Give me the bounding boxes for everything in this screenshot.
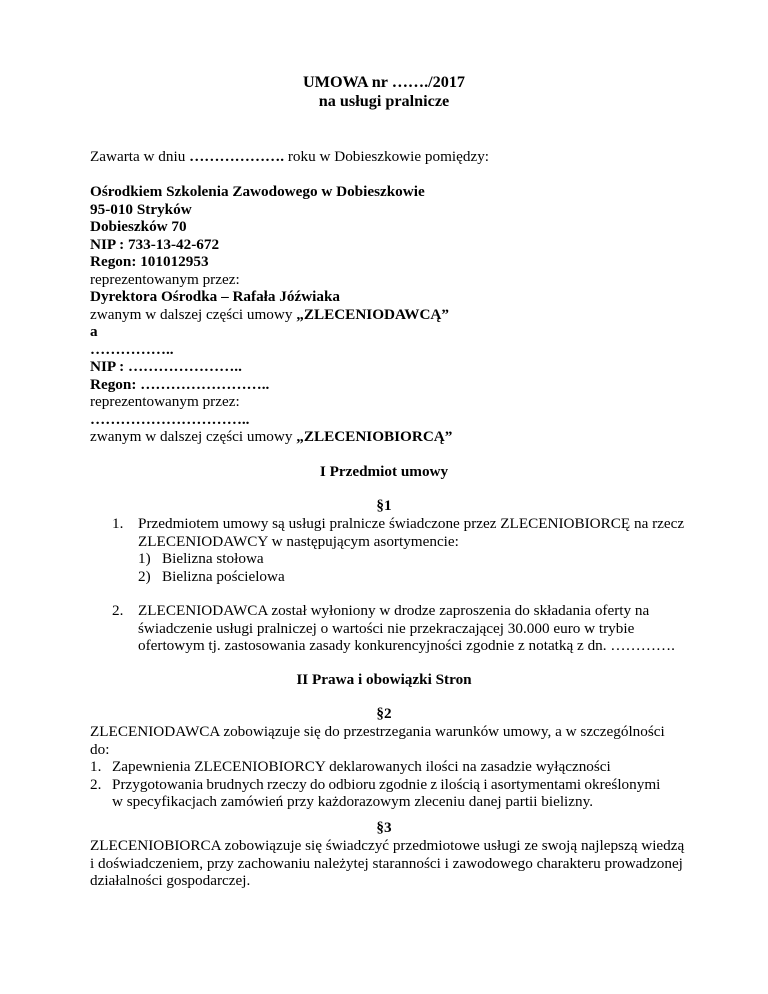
party1-called (90, 306, 449, 323)
list-item-text: Zapewnienia ZLECENIOBIORCY deklarowanych ilości na zasadzie wyłączności (112, 758, 611, 775)
paragraph3-symbol: §3 (376, 819, 392, 836)
list-number: 1. (90, 758, 102, 775)
intro-line (90, 148, 489, 165)
paragraph3-text: ZLECENIOBIORCA zobowiązuje się świadczyć przedmiotowe usługi ze swoją najlepszą wiedzą (90, 837, 685, 854)
sublist-number: 1) (138, 550, 151, 567)
list-number: 2. (112, 602, 124, 619)
list-item-text: Przygotowania brudnych rzeczy do odbioru zgodnie z ilością i asortymentami określonymi (112, 775, 661, 793)
party1-address: Dobieszków 70 (90, 218, 187, 235)
section1-heading: I Przedmiot umowy (319, 463, 449, 480)
paragraph3-text: działalności gospodarczej. (90, 872, 251, 889)
party1-regon: Regon: 101012953 (90, 253, 209, 270)
list-item-text: Przedmiotem umowy są usługi pralnicze świadczone przez ZLECENIOBIORCĘ na rzecz (138, 515, 685, 532)
sublist-number: 2) (138, 567, 151, 585)
party1-called-prefix: zwanym w dalszej części umowy (90, 305, 297, 323)
document-subtitle: na usługi pralnicze (318, 92, 450, 110)
list-item-text: ZLECENIODAWCA został wyłoniony w drodze zaproszenia do składania oferty na (138, 602, 650, 619)
list-number: 2. (90, 775, 102, 793)
party2-regon: Regon: …………………….. (90, 375, 270, 393)
party1-nip: NIP : 733-13-42-672 (90, 235, 220, 253)
paragraph1-symbol: §1 (376, 497, 392, 514)
party1-role: „ZLECENIODAWCĄ” (296, 305, 449, 323)
paragraph2-text: do: (90, 740, 110, 758)
list-number: 1. (112, 515, 124, 532)
section2-heading: II Prawa i obowiązki Stron (296, 671, 472, 688)
party2-role: „ZLECENIOBIORCĄ” (296, 428, 453, 445)
party1-represented: reprezentowanym przez: (90, 270, 240, 288)
intro-suffix: roku w Dobieszkowie pomiędzy: (284, 148, 490, 165)
paragraph2-symbol: §2 (376, 705, 392, 722)
party2-called-prefix: zwanym w dalszej części umowy (90, 428, 297, 445)
party2-represented: reprezentowanym przez: (90, 393, 240, 410)
date-placeholder: ………………. (189, 148, 285, 165)
list-item-text: ofertowym tj. zastosowania zasady konkurencyjności zgodnie z notatką z dn. …………. (138, 637, 675, 654)
paragraph2-text: ZLECENIODAWCA zobowiązuje się do przestrzegania warunków umowy, a w szczególności (90, 723, 665, 740)
paragraph3-text: i doświadczeniem, przy zachowaniu należytej staranności i zawodowego charakteru prowadzonej (90, 854, 683, 872)
party2-called (90, 428, 452, 445)
and-connector: a (90, 323, 98, 340)
document-title: UMOWA nr ……./2017 (302, 73, 466, 91)
sublist-item: Bielizna stołowa (162, 550, 264, 567)
party1-representative: Dyrektora Ośrodka – Rafała Jóźwiaka (90, 288, 341, 305)
party2-nip: NIP : ………………….. (90, 358, 242, 375)
list-item-text: świadczenie usługi pralniczej o wartości nie przekraczającej 30.000 euro w trybie (138, 619, 635, 637)
party2-representative: ………………………….. (90, 410, 250, 428)
list-item-text: w specyfikacjach zamówień przy każdorazowym zleceniu danej partii bielizny. (112, 793, 594, 810)
list-item-text: ZLECENIODAWCY w następującym asortymencie: (138, 532, 459, 550)
party1-name: Ośrodkiem Szkolenia Zawodowego w Dobieszkowie (90, 183, 425, 200)
party1-postal: 95-010 Stryków (90, 200, 192, 218)
intro-prefix: Zawarta w dniu (90, 148, 190, 165)
party2-name: …………….. (90, 340, 174, 358)
sublist-item: Bielizna pościelowa (162, 567, 285, 585)
